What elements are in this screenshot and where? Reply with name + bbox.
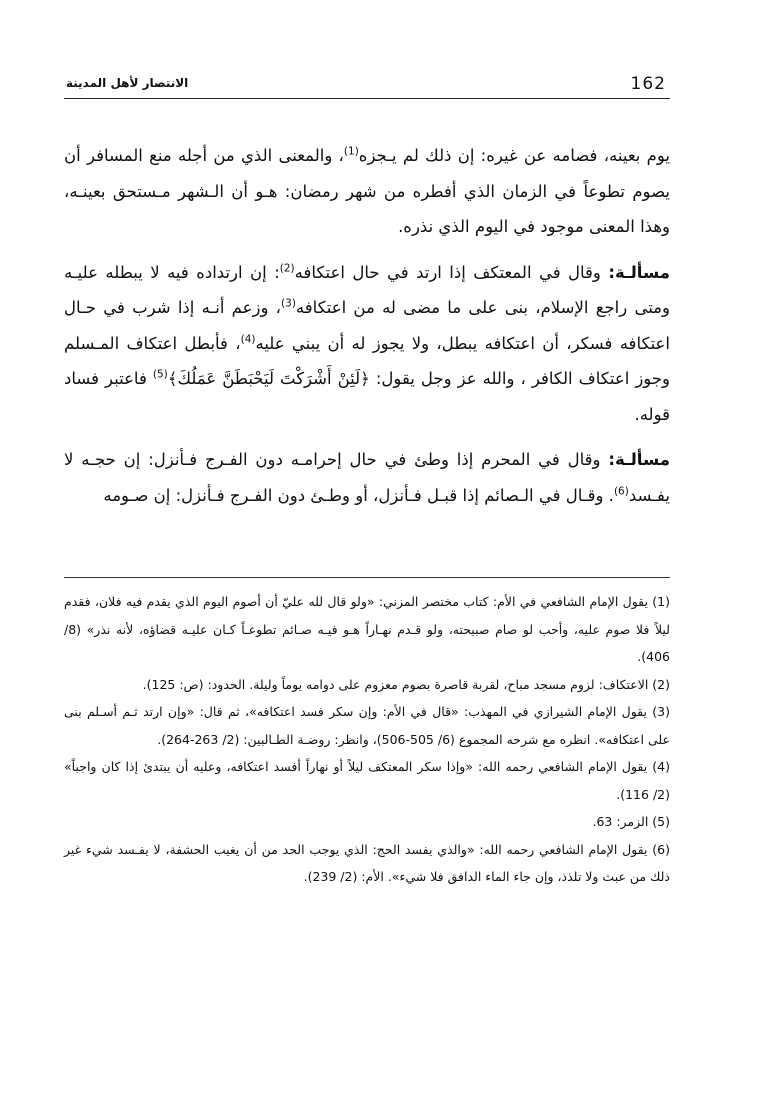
paragraph-1 — [64, 138, 670, 245]
paragraph-3 — [64, 442, 670, 513]
text: وقال في المعتكف إذا ارتد في حال اعتكافه — [294, 262, 609, 282]
main-text — [64, 138, 670, 523]
page-number: 162 — [630, 74, 666, 94]
footnote-ref-3: (3) — [281, 297, 296, 310]
footnote-5: (5) الزمر: 63. — [592, 814, 670, 829]
paragraph-2 — [64, 255, 670, 433]
text: : إن ارتداده فيه لا يبطله عليـه ومتى راجع الإسلام، بنى على ما مضى له من اعتكافه — [64, 262, 670, 317]
footnote-ref-4: (4) — [240, 333, 256, 345]
text: ، فأبطل اعتكاف المـسلم وجوز اعتكاف الكافر ، والله عز وجل يقول: — [64, 333, 670, 388]
running-title: الانتصار لأهل المدينة — [66, 76, 189, 90]
text: وقال في المحرم إذا وطئ في حال إحرامـه دون الفـرج فـأنزل: إن حجـه لا يفـسد — [64, 450, 670, 505]
page-header — [64, 72, 670, 99]
footnote-2: (2) الاعتكاف: لزوم مسجد مباح، لقربة قاصرة بصوم معزوم على دوامه يوماً وليلة. الحدود: (ص: 125). — [142, 676, 670, 692]
footnote-1: (1) يقول الإمام الشافعي في الأم: كتاب مختصر المزني: «ولو قال لله عليّ أن أصوم اليوم الذي يقدم فيه فلان، فقدم ليلاً فلا صوم عليه، وأحب لو صام صبيحته، ولو قـدم نهـاراً هـو فيـه صـائم تطوعـاً كـان عليـه قضاؤه، لأنه نذر» (8/ 406). — [64, 594, 670, 664]
issue-label: مسألـة: — [608, 262, 670, 282]
footnote-6: (6) يقول الإمام الشافعي رحمه الله: «والذي يفسد الحج: الذي يوجب الحد من أن يغيب الحشفة، لا يفـسد شيء غير ذلك من عبث ولا تلذذ، وإن جاء الماء الدافق فلا شيء». الأم: (2/ 239). — [64, 841, 670, 884]
footnote-3: (3) يقول الإمام الشيرازي في المهذب: «قال في الأم: وإن سكر فسد اعتكافه»، ثم قال: «وإن ارتد ثـم أسـلم بنى على اعتكافه». انظره مع شرحه المجموع (6/ 505-506)، وانظر: روضـة الطـالبين: (2/ 263-264). — [64, 704, 670, 747]
issue-label: مسألـة: — [608, 450, 670, 469]
footnote-ref-6: (6) — [613, 485, 629, 497]
footnotes-section — [64, 577, 670, 891]
footnote-ref-5: (5) — [152, 368, 168, 381]
text: فاعتبر فساد قوله. — [64, 369, 670, 424]
text: ، وزعم أنـه إذا شرب في حـال اعتكافه فسكر، أن اعتكافه يبطل، ولا يجوز له أن يبني عليه — [64, 298, 670, 353]
footnote-ref-1: (1) — [343, 145, 359, 158]
quran-verse: ﴿لَئِنْ أَشْرَكْتَ لَيَحْبَطَنَّ عَمَلُكَ﴾ — [167, 369, 370, 388]
footnote-ref-2: (2) — [279, 262, 295, 274]
footnote-4: (4) يقول الإمام الشافعي رحمه الله: «وإذا سكر المعتكف ليلاً أو نهاراً أفسد اعتكافه، وعليه أن يبتدئ إذا كان واجباً» (2/ 116). — [64, 759, 670, 802]
text: . وقـال في الـصائم إذا قبـل فـأنزل، أو وطـئ دون الفـرج فـأنزل: إن صـومه — [103, 485, 614, 505]
text: يوم بعينه، فصامه عن غيره: إن ذلك لم يـجزه — [358, 146, 670, 165]
text: ، والمعنى الذي من أجله منع المسافر أن يصوم تطوعاً في الزمان الذي أفطره من شهر رمضان: هـو أن الـشهر مـستحق بعينـه، وهذا المعنى موجود في اليوم الذي نذره. — [64, 146, 670, 236]
